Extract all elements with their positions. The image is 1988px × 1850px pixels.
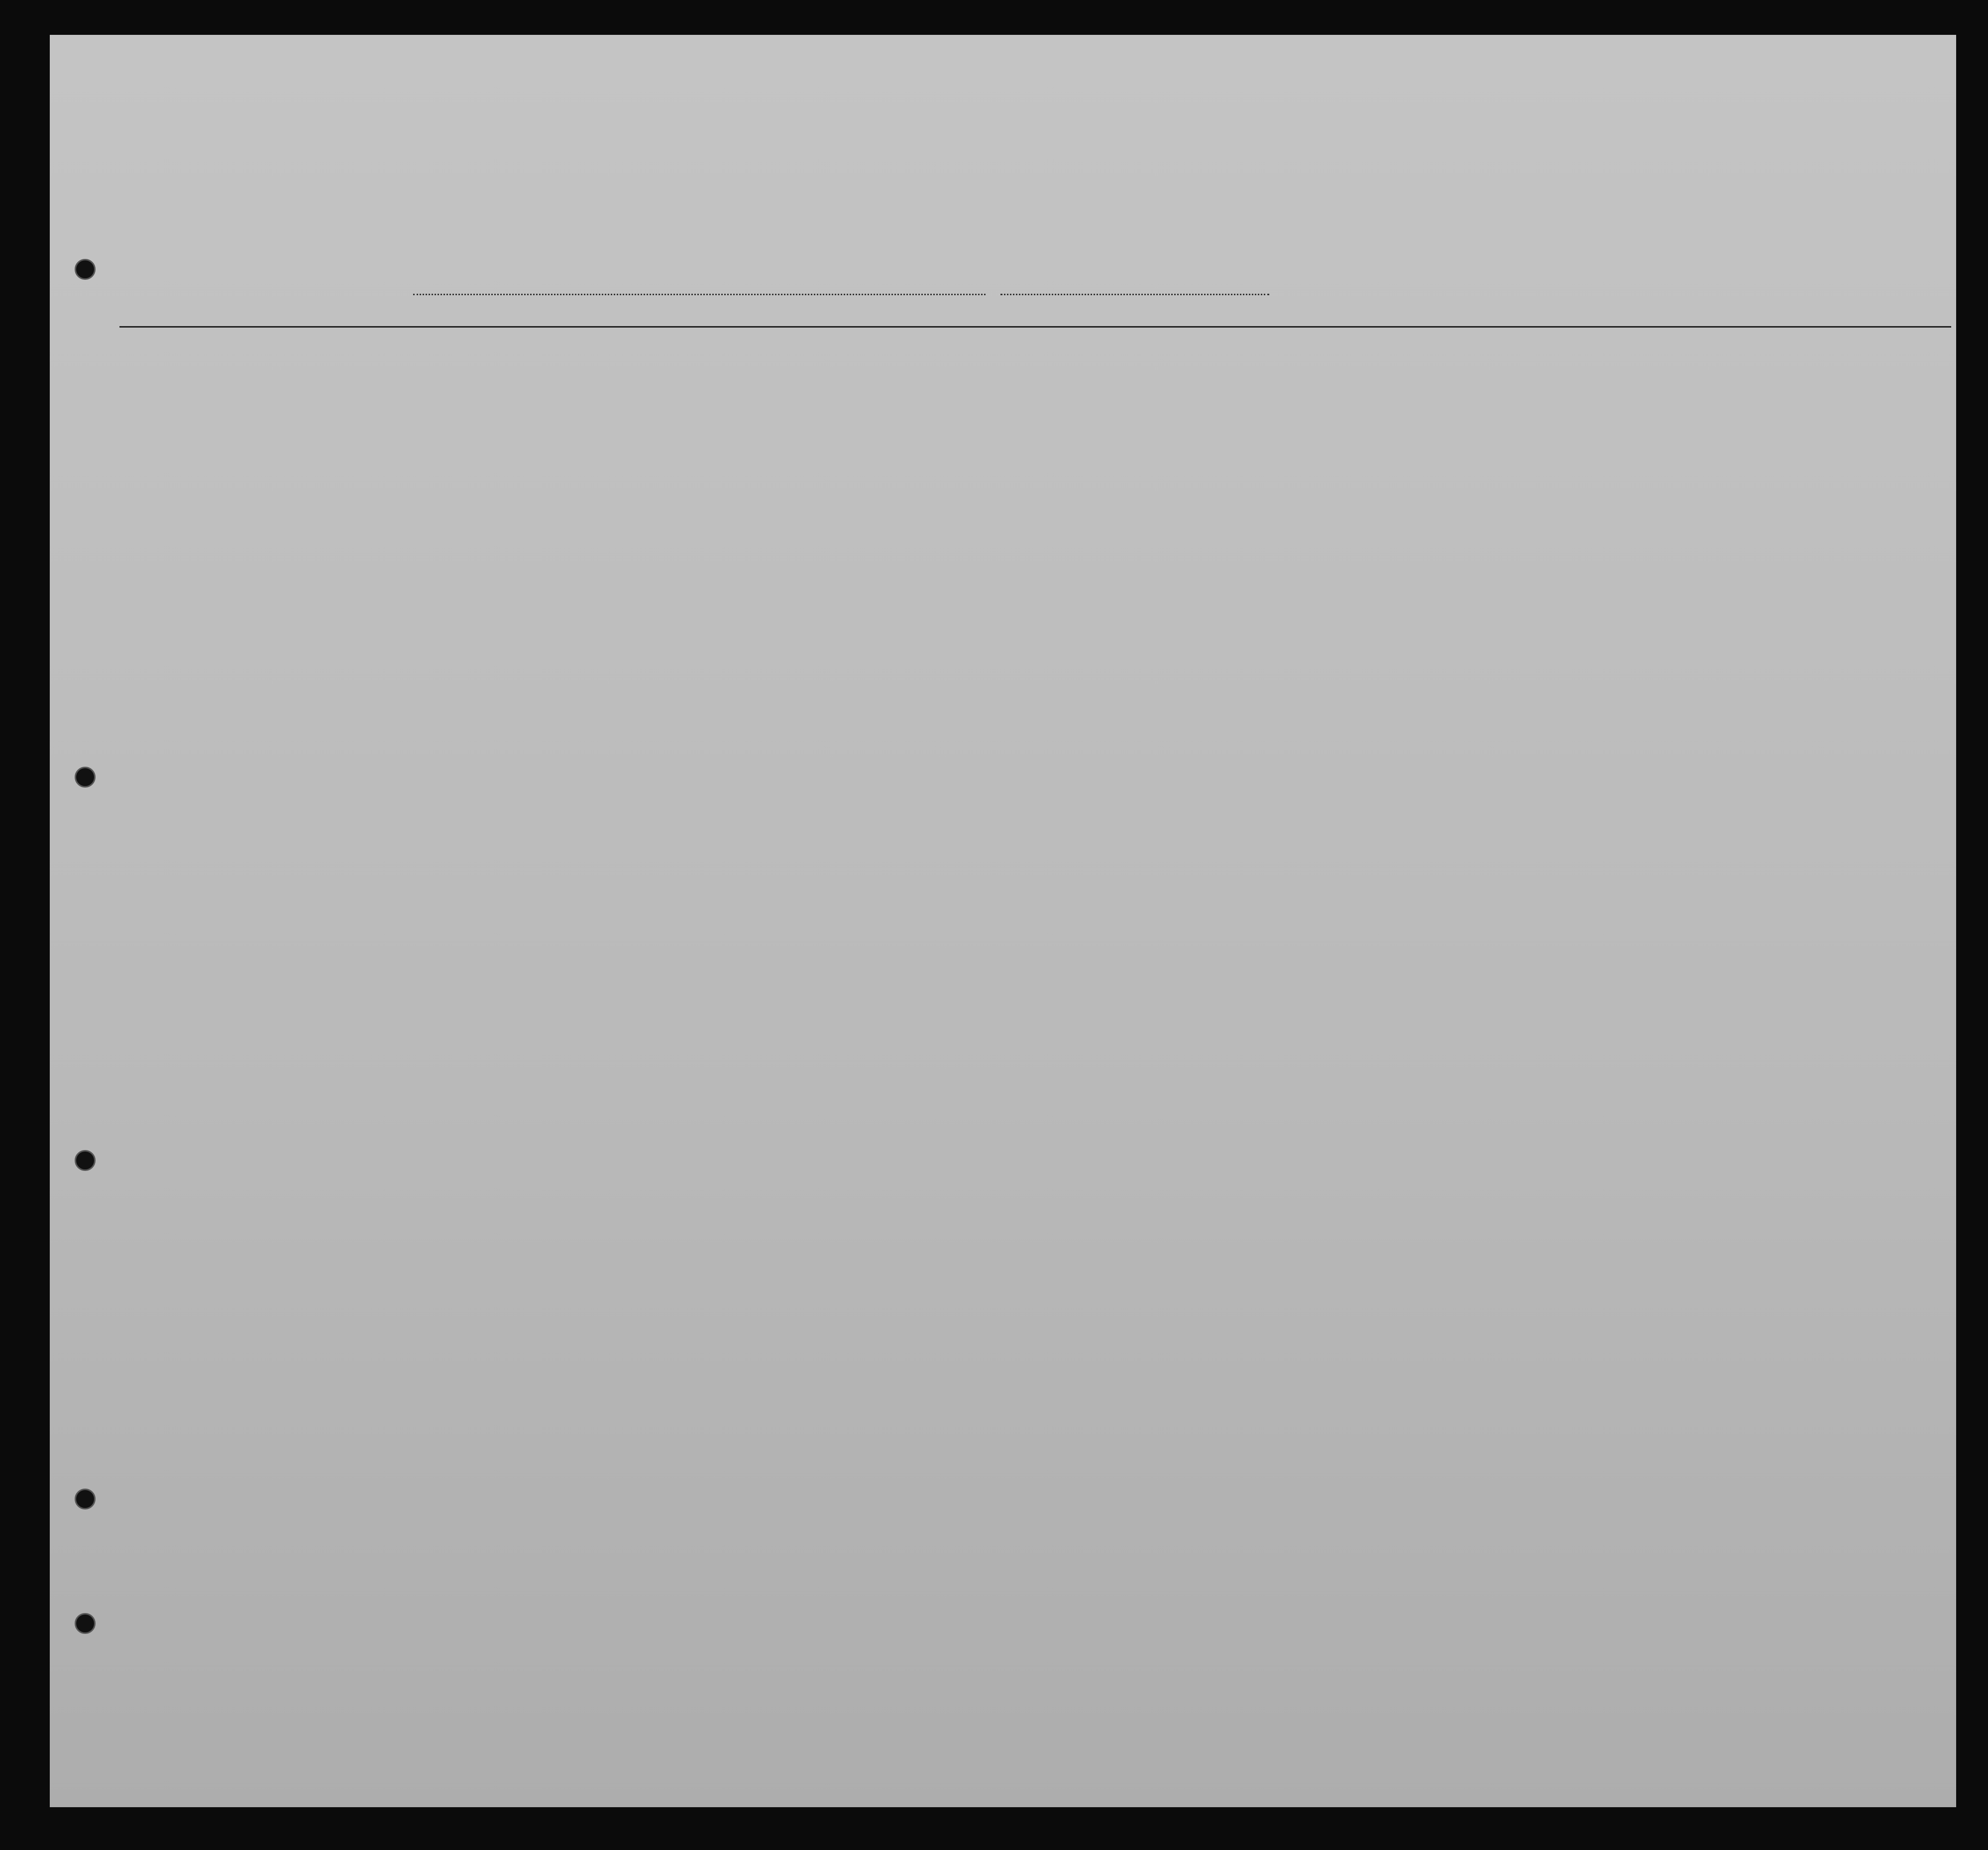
manifest-sheet (50, 35, 1956, 1807)
date-underline (1000, 294, 1269, 295)
binding-hole (75, 1613, 96, 1634)
list-number-block (1712, 115, 1931, 177)
manifest-table (119, 326, 1951, 1702)
port-underline (413, 294, 986, 295)
binding-hole (75, 767, 96, 788)
binding-hole (75, 1150, 96, 1171)
binding-hole (75, 259, 96, 280)
binding-hole (75, 1489, 96, 1509)
arrival-row (124, 259, 1956, 304)
